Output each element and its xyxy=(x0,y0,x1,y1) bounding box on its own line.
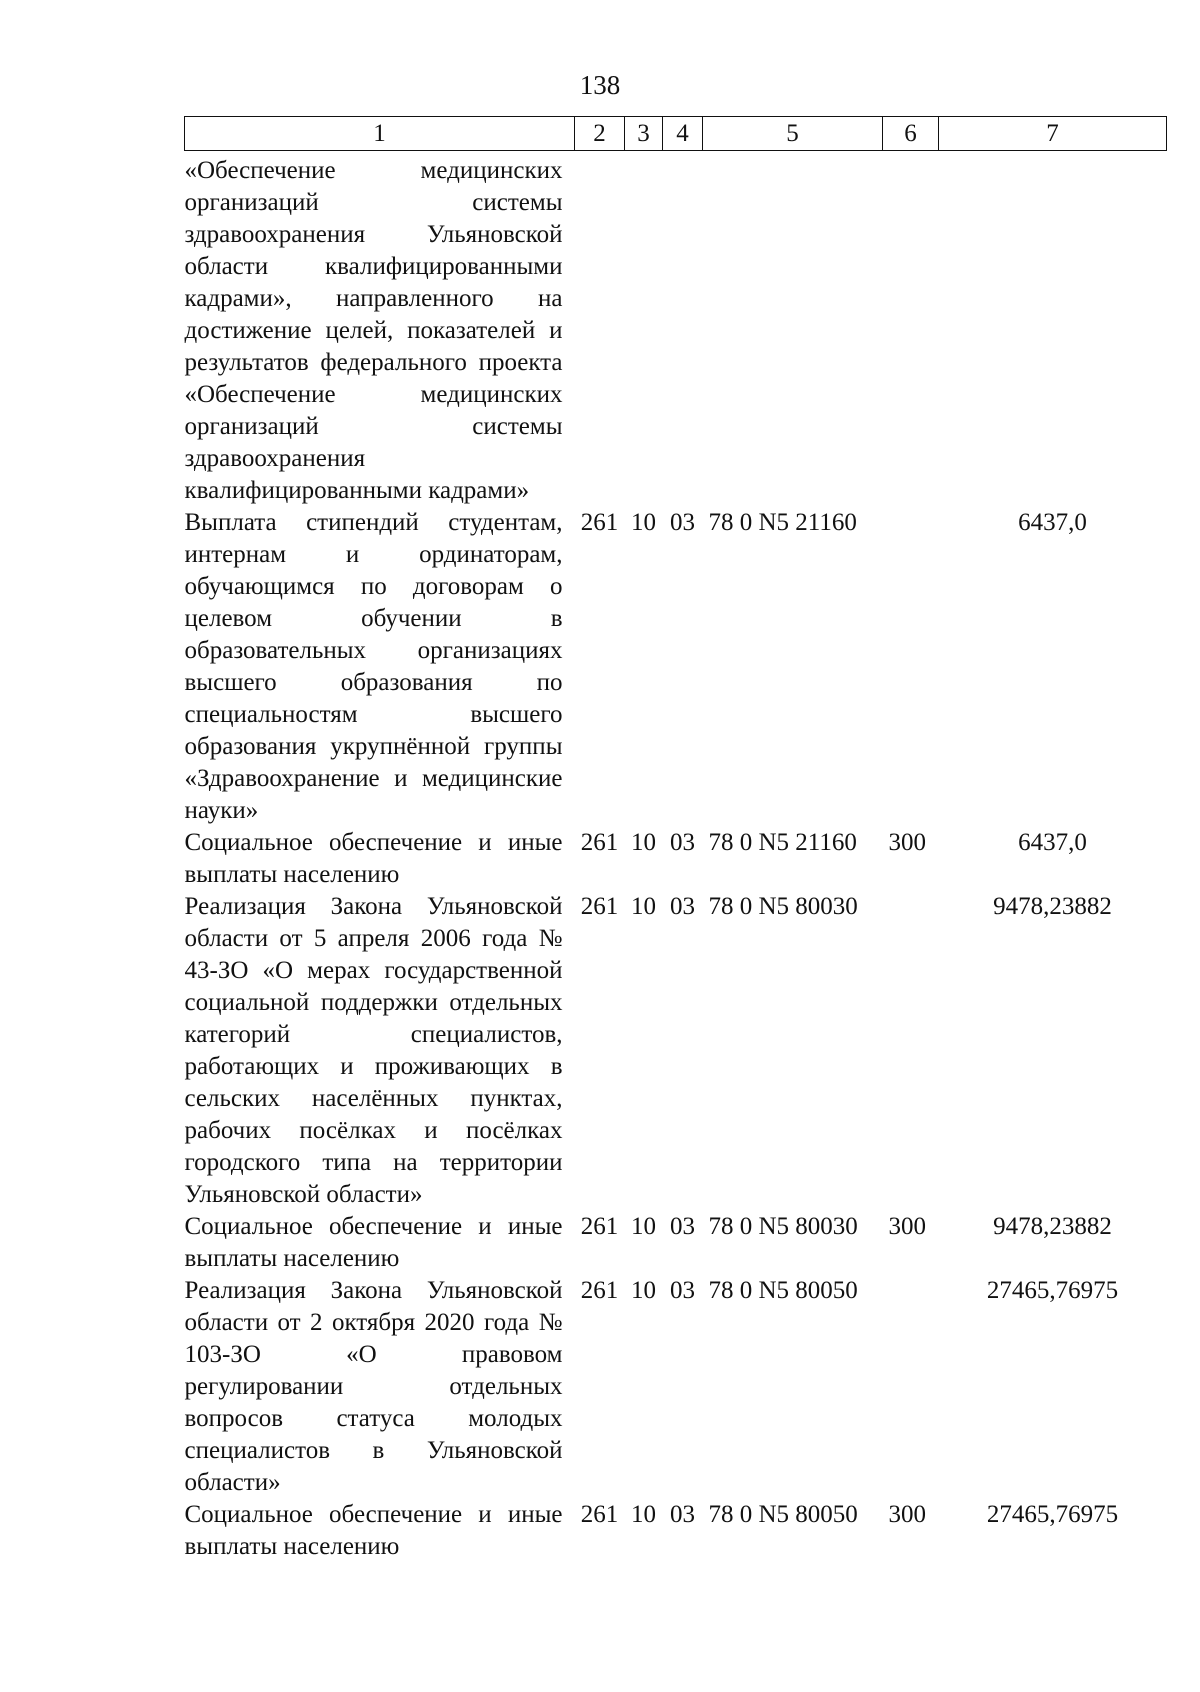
table-row xyxy=(185,1211,1167,1275)
ministry-code: 261 xyxy=(580,1213,619,1240)
row-name: «Обеспечение медицинских организаций системы здравоохранения Ульяновской области квалифицированными кадрами», направленного на достижение целей, показателей и результатов федерального проекта «Обеспечение медицинских организаций системы здравоохранения квалифицированными кадрами» xyxy=(184,157,563,504)
subsection-code xyxy=(663,151,703,508)
subsection-code: 03 xyxy=(670,893,695,920)
subsection-code: 03 xyxy=(670,1501,695,1528)
row-name: Социальное обеспечение и иные выплаты населению xyxy=(184,1501,563,1560)
table-row xyxy=(185,891,1167,1211)
target-article-code: 78 0 N5 80030 xyxy=(708,893,858,920)
ministry-code xyxy=(575,151,625,508)
expense-type-code xyxy=(883,1275,939,1499)
table-row xyxy=(185,507,1167,827)
ministry-code: 261 xyxy=(580,509,619,536)
column-header: 4 xyxy=(663,117,703,151)
target-article-code: 78 0 N5 80050 xyxy=(708,1277,858,1304)
table-header-row xyxy=(185,117,1167,151)
page-number: 138 xyxy=(579,70,621,100)
target-article-code: 78 0 N5 80030 xyxy=(708,1213,858,1240)
section-code: 10 xyxy=(631,829,656,856)
expense-type-code xyxy=(883,507,939,827)
target-article-code: 78 0 N5 21160 xyxy=(708,509,857,536)
table-row xyxy=(185,1275,1167,1499)
section-code: 10 xyxy=(631,1277,656,1304)
budget-table xyxy=(184,116,1167,1563)
amount: 27465,76975 xyxy=(986,1501,1119,1528)
ministry-code: 261 xyxy=(580,1277,619,1304)
row-name: Реализация Закона Ульяновской области от 2 октября 2020 года № 103-ЗО «О правовом регулировании отдельных вопросов статуса молодых специалистов в Ульяновской области» xyxy=(184,1277,563,1496)
amount: 6437,0 xyxy=(1018,829,1087,856)
section-code: 10 xyxy=(631,1501,656,1528)
ministry-code: 261 xyxy=(580,829,619,856)
target-article-code: 78 0 N5 80050 xyxy=(708,1501,858,1528)
column-header: 6 xyxy=(883,117,939,151)
amount: 6437,0 xyxy=(1018,509,1087,536)
expense-type-code: 300 xyxy=(888,1213,926,1240)
row-name: Социальное обеспечение и иные выплаты населению xyxy=(184,829,563,888)
section-code: 10 xyxy=(631,893,656,920)
column-header: 1 xyxy=(185,117,575,151)
target-article-code: 78 0 N5 21160 xyxy=(708,829,857,856)
expense-type-code: 300 xyxy=(888,1501,926,1528)
section-code: 10 xyxy=(631,1213,656,1240)
row-name: Реализация Закона Ульяновской области от 5 апреля 2006 года № 43-ЗО «О мерах государственной социальной поддержки отдельных категорий специалистов, работающих и проживающих в сельских населённых пунктах, рабочих посёлках и посёлках городского типа на территории Ульяновской области» xyxy=(184,893,563,1208)
column-header: 3 xyxy=(625,117,663,151)
amount xyxy=(939,151,1167,508)
column-header: 7 xyxy=(939,117,1167,151)
ministry-code: 261 xyxy=(580,893,619,920)
amount: 9478,23882 xyxy=(993,893,1112,920)
subsection-code: 03 xyxy=(670,1213,695,1240)
target-article-code xyxy=(703,151,883,508)
ministry-code: 261 xyxy=(580,1501,619,1528)
amount: 9478,23882 xyxy=(993,1213,1112,1240)
expense-type-code: 300 xyxy=(888,829,926,856)
table-row xyxy=(185,827,1167,891)
subsection-code: 03 xyxy=(670,829,695,856)
expense-type-code xyxy=(883,891,939,1211)
amount: 27465,76975 xyxy=(986,1277,1119,1304)
row-name: Выплата стипендий студентам, интернам и ординаторам, обучающимся по договорам о целевом обучении в образовательных организациях высшего образования по специальностям высшего образования укрупнённой группы «Здравоохранение и медицинские науки» xyxy=(184,509,563,824)
section-code: 10 xyxy=(631,509,656,536)
section-code xyxy=(625,151,663,508)
expense-type-code xyxy=(883,151,939,508)
subsection-code: 03 xyxy=(670,1277,695,1304)
column-header: 2 xyxy=(575,117,625,151)
table-row xyxy=(185,151,1167,508)
subsection-code: 03 xyxy=(670,509,695,536)
column-header: 5 xyxy=(703,117,883,151)
table-row xyxy=(185,1499,1167,1563)
row-name: Социальное обеспечение и иные выплаты населению xyxy=(184,1213,563,1272)
